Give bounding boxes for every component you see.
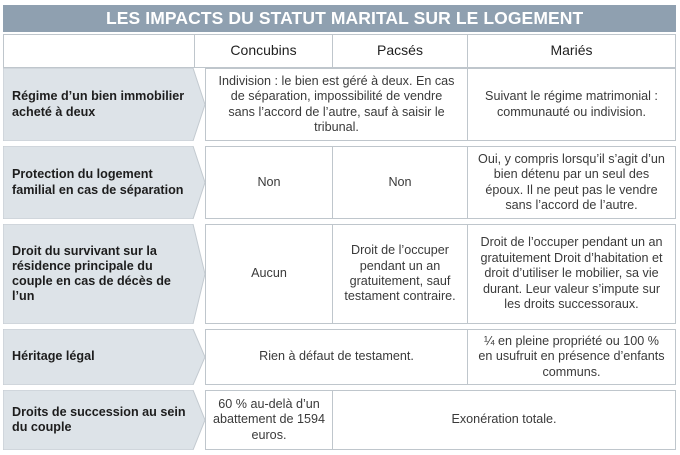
row-label-droits-succession	[3, 390, 205, 450]
row-label-text: Protection du logement familial en cas de séparation	[12, 167, 184, 197]
cell-heritage-maries: ¼ en pleine propriété ou 100 % en usufruit en présence d’enfants communs.	[467, 329, 676, 385]
cell-regime-maries: Suivant le régime matrimonial : communauté ou indivision.	[467, 68, 676, 141]
cell-regime-concubins-pacses: Indivision : le bien est géré à deux. En cas de séparation, impossibilité de vendre sans l’accord de l’autre, sauf à saisir le tribunal.	[205, 68, 468, 141]
cell-protection-maries: Oui, y compris lorsqu’il s’agit d’un bien détenu par un seul des époux. Il ne peut pas le vendre sans l’accord de l’autre.	[467, 146, 676, 219]
header-maries: Mariés	[467, 34, 676, 68]
cell-succession-concubins: 60 % au-delà d’un abattement de 1594 euros.	[205, 390, 333, 450]
row-label-text: Régime d’un bien immobilier acheté à deux	[12, 89, 185, 119]
cell-survivant-pacses: Droit de l’occuper pendant un an gratuitement, sauf testament contraire.	[332, 224, 468, 324]
header-empty	[3, 34, 195, 68]
cell-protection-concubins: Non	[205, 146, 333, 219]
cell-protection-pacses: Non	[332, 146, 468, 219]
row-label-protection	[3, 146, 205, 219]
cell-survivant-maries: Droit de l’occuper pendant un an gratuitement Droit d’habitation et droit d’utiliser le mobilier, sa vie durant. Leur valeur s’impute sur les droits successoraux.	[467, 224, 676, 324]
cell-survivant-concubins: Aucun	[205, 224, 333, 324]
row-label-heritage	[3, 329, 205, 385]
row-label-text: Droit du survivant sur la résidence principale du couple en cas de décès de l’un	[12, 243, 171, 304]
table-title: LES IMPACTS DU STATUT MARITAL SUR LE LOGEMENT	[3, 5, 676, 32]
header-concubins: Concubins	[194, 34, 333, 68]
row-label-text: Droits de succession au sein du couple	[12, 404, 186, 434]
row-label-regime	[3, 68, 205, 141]
row-label-droit-survivant	[3, 224, 205, 324]
cell-heritage-concubins-pacses: Rien à défaut de testament.	[205, 329, 468, 385]
cell-succession-pacses-maries: Exonération totale.	[332, 390, 676, 450]
header-pacses: Pacsés	[332, 34, 468, 68]
row-label-text: Héritage légal	[12, 349, 95, 364]
